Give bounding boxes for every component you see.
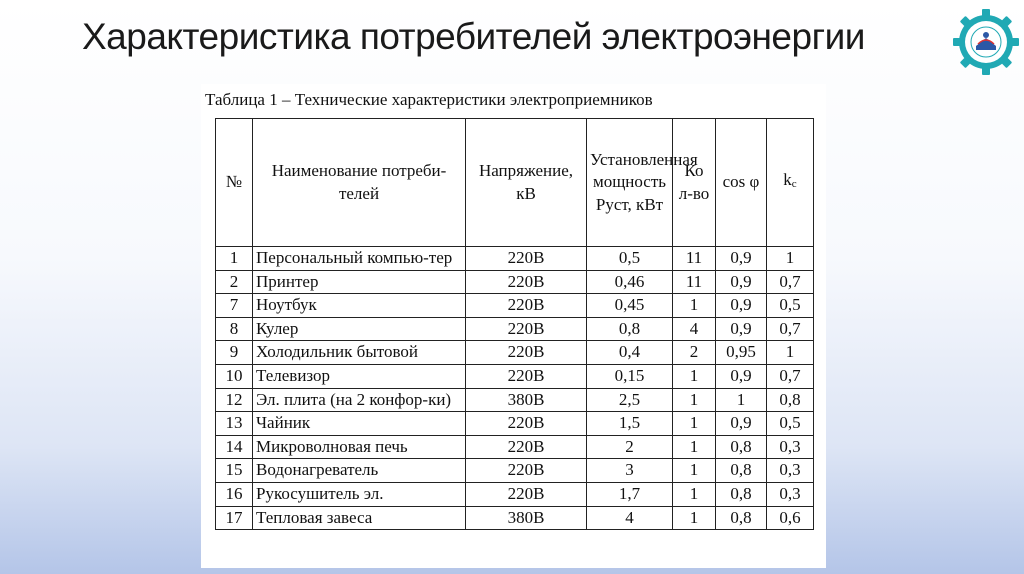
cell-kc: 0,7 [767, 270, 814, 294]
cell-qty: 1 [673, 435, 716, 459]
cell-cos: 0,9 [716, 270, 767, 294]
cell-qty: 1 [673, 506, 716, 530]
cell-kc: 0,6 [767, 506, 814, 530]
cell-kc: 0,3 [767, 459, 814, 483]
cell-kc: 0,5 [767, 294, 814, 318]
table-row [216, 506, 814, 530]
table-row [216, 270, 814, 294]
cell-num: 13 [216, 412, 253, 436]
cell-voltage: 380В [466, 506, 587, 530]
cell-voltage: 220В [466, 270, 587, 294]
table-caption: Таблица 1 – Технические характеристики электроприемников [205, 90, 653, 109]
header-kc [767, 119, 814, 247]
cell-qty: 1 [673, 482, 716, 506]
cell-power: 0,4 [587, 341, 673, 365]
header-qty: Ко л-во [673, 119, 716, 247]
cell-name: Кулер [253, 317, 466, 341]
characteristics-table [215, 118, 814, 530]
table-row [216, 317, 814, 341]
cell-cos: 0,9 [716, 364, 767, 388]
cell-num: 2 [216, 270, 253, 294]
cell-cos: 0,8 [716, 459, 767, 483]
cell-power: 2,5 [587, 388, 673, 412]
cell-num: 9 [216, 341, 253, 365]
cell-power: 1,7 [587, 482, 673, 506]
cell-power: 2 [587, 435, 673, 459]
table-row [216, 435, 814, 459]
cell-cos: 0,95 [716, 341, 767, 365]
cell-voltage: 380В [466, 388, 587, 412]
table-row [216, 482, 814, 506]
cell-num: 8 [216, 317, 253, 341]
cell-name: Водонагреватель [253, 459, 466, 483]
cell-voltage: 220В [466, 412, 587, 436]
cell-qty: 4 [673, 317, 716, 341]
header-voltage: Напряжение, кВ [466, 119, 587, 247]
cell-kc: 1 [767, 247, 814, 271]
cell-kc: 0,5 [767, 412, 814, 436]
cell-kc: 0,3 [767, 435, 814, 459]
header-kc-sub: c [791, 178, 797, 191]
cell-qty: 2 [673, 341, 716, 365]
cell-num: 1 [216, 247, 253, 271]
cell-kc: 0,7 [767, 364, 814, 388]
cell-power: 3 [587, 459, 673, 483]
cell-kc: 0,8 [767, 388, 814, 412]
header-num: № [216, 119, 253, 247]
cell-voltage: 220В [466, 482, 587, 506]
cell-voltage: 220В [466, 317, 587, 341]
header-kc-main: k [783, 170, 792, 190]
header-cos: cos φ [716, 119, 767, 247]
cell-num: 16 [216, 482, 253, 506]
table-header-row [216, 119, 814, 247]
cell-power: 0,15 [587, 364, 673, 388]
cell-qty: 11 [673, 247, 716, 271]
cell-num: 15 [216, 459, 253, 483]
cell-name: Холодильник бытовой [253, 341, 466, 365]
cell-name: Чайник [253, 412, 466, 436]
cell-name: Тепловая завеса [253, 506, 466, 530]
cell-name: Принтер [253, 270, 466, 294]
cell-cos: 0,9 [716, 412, 767, 436]
table-row [216, 364, 814, 388]
table-row [216, 412, 814, 436]
cell-num: 7 [216, 294, 253, 318]
slide-title: Характеристика потребителей электроэнергии [82, 16, 865, 57]
cell-kc: 0,7 [767, 317, 814, 341]
cell-cos: 0,9 [716, 317, 767, 341]
cell-name: Телевизор [253, 364, 466, 388]
cell-qty: 1 [673, 388, 716, 412]
cell-voltage: 220В [466, 341, 587, 365]
cell-kc: 1 [767, 341, 814, 365]
table-row [216, 247, 814, 271]
cell-cos: 1 [716, 388, 767, 412]
cell-name: Ноутбук [253, 294, 466, 318]
cell-voltage: 220В [466, 435, 587, 459]
table-row [216, 459, 814, 483]
cell-cos: 0,9 [716, 247, 767, 271]
cell-qty: 1 [673, 459, 716, 483]
table-row [216, 341, 814, 365]
header-power: Установленная мощность Руст, кВт [587, 119, 673, 247]
table-row [216, 388, 814, 412]
document-image [201, 84, 826, 568]
cell-num: 17 [216, 506, 253, 530]
cell-name: Рукосушитель эл. [253, 482, 466, 506]
cell-voltage: 220В [466, 364, 587, 388]
cell-power: 4 [587, 506, 673, 530]
cell-kc: 0,3 [767, 482, 814, 506]
cell-qty: 1 [673, 412, 716, 436]
cell-qty: 1 [673, 294, 716, 318]
header-name: Наименование потреби-телей [253, 119, 466, 247]
cell-voltage: 220В [466, 459, 587, 483]
cell-voltage: 220В [466, 294, 587, 318]
cell-num: 12 [216, 388, 253, 412]
cell-cos: 0,8 [716, 506, 767, 530]
gear-emblem-icon [952, 8, 1020, 76]
cell-power: 0,45 [587, 294, 673, 318]
cell-cos: 0,8 [716, 435, 767, 459]
cell-qty: 1 [673, 364, 716, 388]
cell-num: 10 [216, 364, 253, 388]
cell-power: 0,8 [587, 317, 673, 341]
table-row [216, 294, 814, 318]
cell-name: Эл. плита (на 2 конфор-ки) [253, 388, 466, 412]
cell-power: 0,46 [587, 270, 673, 294]
cell-power: 0,5 [587, 247, 673, 271]
cell-voltage: 220В [466, 247, 587, 271]
cell-power: 1,5 [587, 412, 673, 436]
cell-qty: 11 [673, 270, 716, 294]
cell-cos: 0,8 [716, 482, 767, 506]
cell-name: Микроволновая печь [253, 435, 466, 459]
cell-cos: 0,9 [716, 294, 767, 318]
cell-name: Персональный компью-тер [253, 247, 466, 271]
cell-num: 14 [216, 435, 253, 459]
